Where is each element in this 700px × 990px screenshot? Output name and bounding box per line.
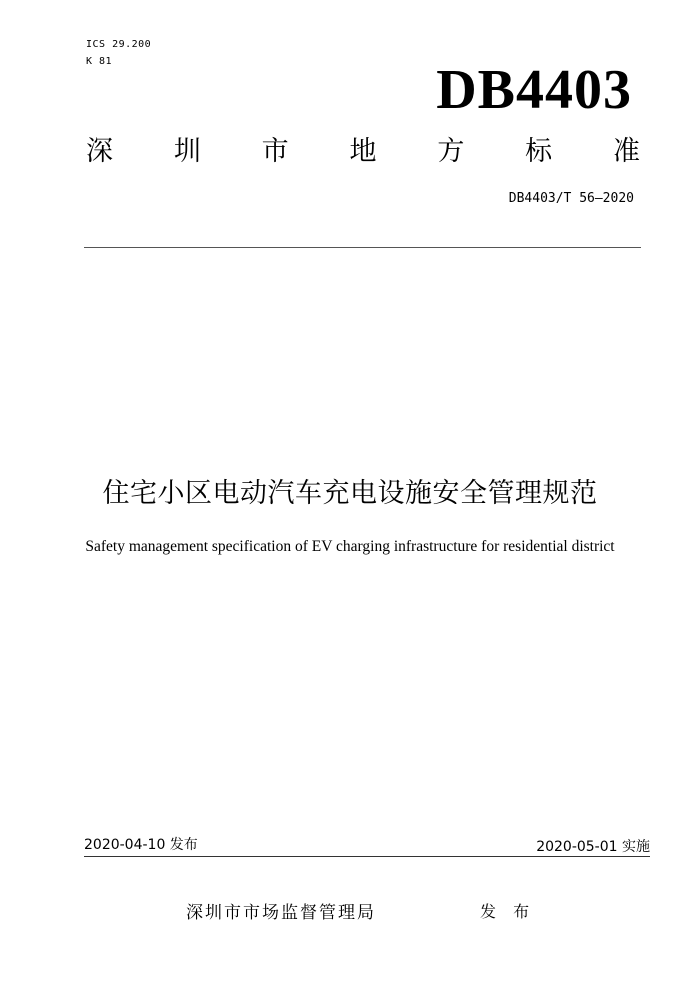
classification-codes [86, 36, 151, 70]
document-title-english: Safety management specification of EV charging infrastructure for residential district [85, 538, 615, 555]
implementation-date: 2020-05-01 实施 [536, 839, 650, 855]
document-title-chinese: 住宅小区电动汽车充电设施安全管理规范 [102, 478, 598, 509]
standard-type-char: 方 [437, 136, 465, 167]
standard-type-heading [86, 134, 640, 170]
standard-code-logo: DB4403 [436, 59, 632, 121]
bottom-divider [84, 856, 650, 857]
standard-type-char: 深 [86, 136, 113, 167]
standard-number: DB4403/T 56—2020 [508, 191, 634, 206]
top-divider [84, 247, 641, 248]
standard-type-char: 圳 [173, 136, 201, 167]
ics-code: ICS 29.200 [86, 39, 152, 50]
publish-label: 发 布 [480, 902, 536, 921]
issue-date: 2020-04-10 发布 [84, 837, 198, 853]
standard-type-char: 准 [612, 136, 640, 167]
standard-type-char: 标 [525, 136, 553, 167]
publisher-name: 深圳市市场监督管理局 [186, 903, 376, 923]
ccs-code: K 81 [86, 56, 113, 67]
standard-type-char: 地 [349, 136, 377, 167]
standard-type-char: 市 [261, 136, 289, 167]
